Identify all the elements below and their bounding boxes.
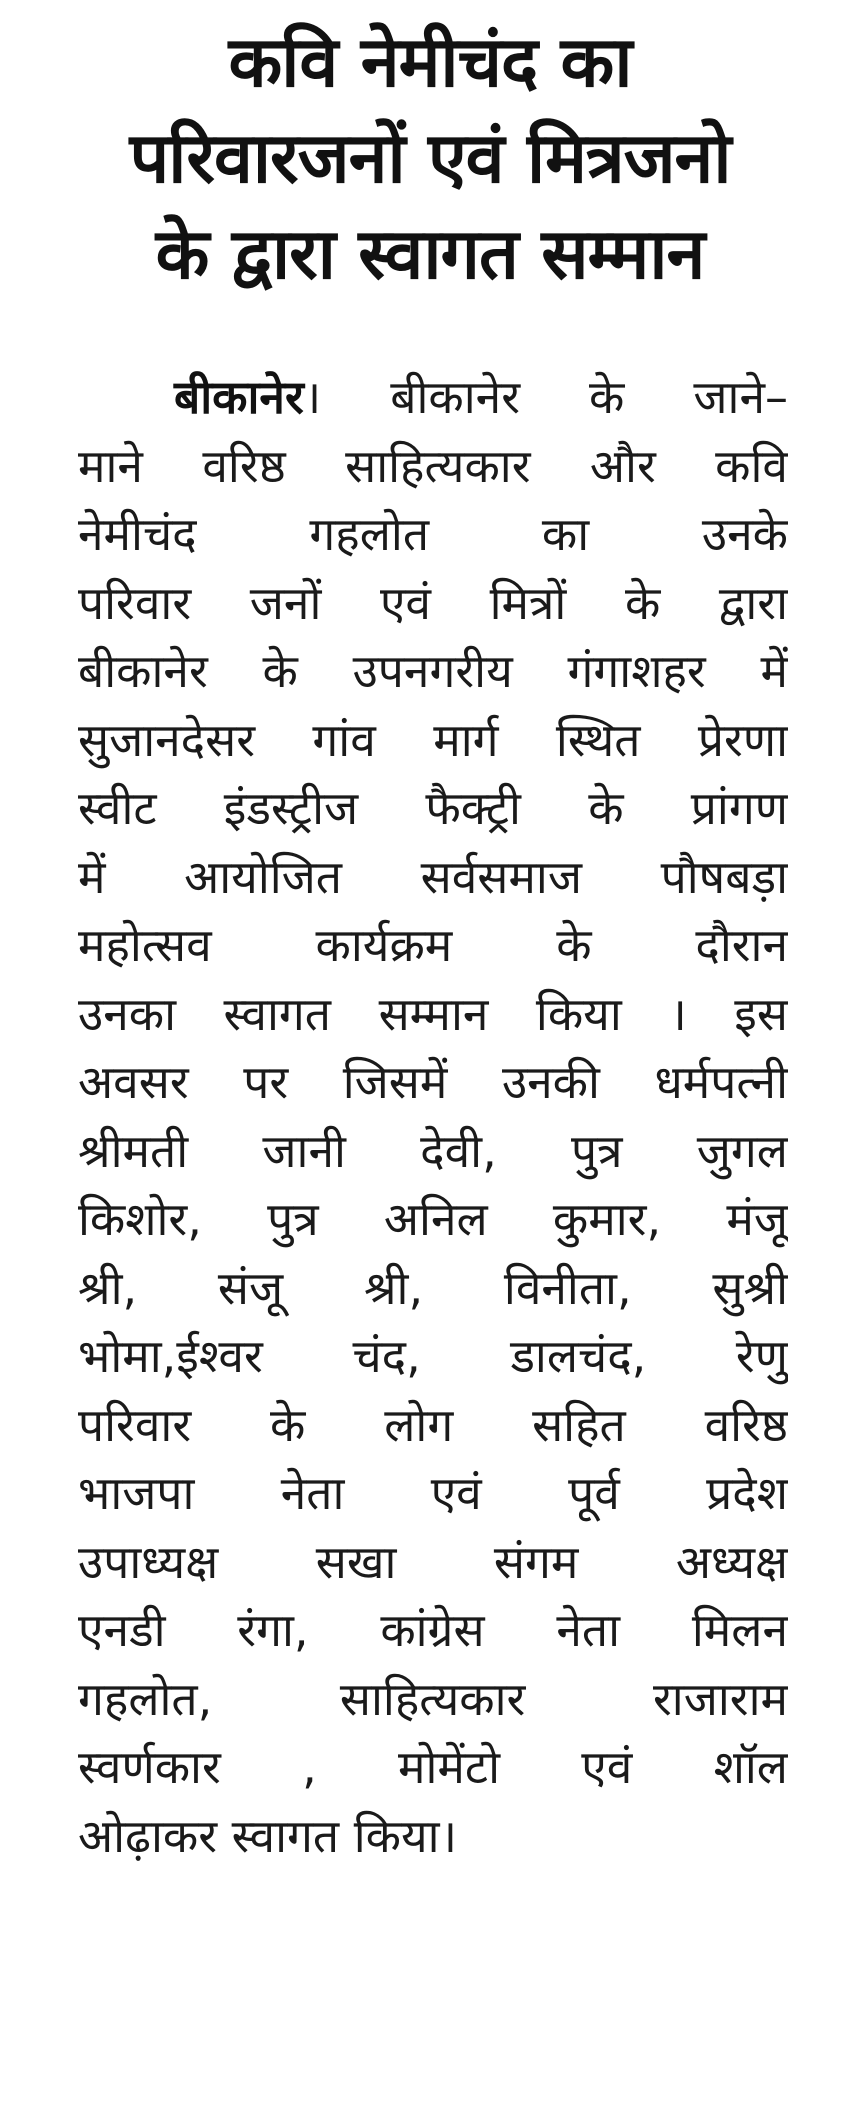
body-line: श्रीमती जानी देवी, पुत्र जुगल bbox=[78, 1123, 788, 1178]
body-line: परिवार के लोग सहित वरिष्ठ bbox=[78, 1397, 788, 1452]
body-line: उनका स्वागत सम्मान किया । इस bbox=[78, 986, 788, 1041]
article-body bbox=[78, 363, 788, 1870]
headline bbox=[40, 14, 820, 302]
body-line: भोमा,ईश्वर चंद, डालचंद, रेणु bbox=[78, 1329, 788, 1383]
body-line: नेमीचंद गहलोत का उनके bbox=[78, 507, 788, 561]
headline-line-1: कवि नेमीचंद का bbox=[228, 21, 632, 103]
body-line: स्वीट इंडस्ट्रीज फैक्ट्री के प्रांगण bbox=[78, 781, 788, 835]
body-line: माने वरिष्ठ साहित्यकार और कवि bbox=[78, 438, 788, 493]
headline-line-2: परिवारजनों एवं मित्रजनो bbox=[129, 117, 731, 199]
body-line: बीकानेर के उपनगरीय गंगाशहर में bbox=[78, 644, 788, 698]
body-line-text: । बीकानेर के जाने– bbox=[303, 370, 788, 424]
body-line: भाजपा नेता एवं पूर्व प्रदेश bbox=[78, 1466, 788, 1520]
body-line: अवसर पर जिसमें उनकी धर्मपत्नी bbox=[78, 1055, 788, 1109]
body-line bbox=[78, 363, 788, 432]
body-line: सुजानदेसर गांव मार्ग स्थित प्रेरणा bbox=[78, 712, 788, 767]
body-line: स्वर्णकार , मोमेंटो एवं शॉल bbox=[78, 1740, 788, 1794]
dateline: बीकानेर bbox=[174, 370, 304, 424]
headline-line-3: के द्वारा स्वागत सम्मान bbox=[155, 213, 705, 295]
body-line: में आयोजित सर्वसमाज पौषबड़ा bbox=[78, 849, 788, 904]
body-line: एनडी रंगा, कांग्रेस नेता मिलन bbox=[78, 1603, 788, 1657]
body-line: उपाध्यक्ष सखा संगम अध्यक्ष bbox=[78, 1534, 788, 1589]
body-line: किशोर, पुत्र अनिल कुमार, मंजू bbox=[78, 1192, 788, 1246]
body-line: श्री, संजू श्री, विनीता, सुश्री bbox=[78, 1260, 788, 1315]
body-line: महोत्सव कार्यक्रम के दौरान bbox=[78, 918, 788, 972]
body-line: गहलोत, साहित्यकार राजाराम bbox=[78, 1671, 788, 1726]
body-line: ओढ़ाकर स्वागत किया। bbox=[78, 1808, 458, 1863]
body-line: परिवार जनों एवं मित्रों के द्वारा bbox=[78, 575, 788, 630]
